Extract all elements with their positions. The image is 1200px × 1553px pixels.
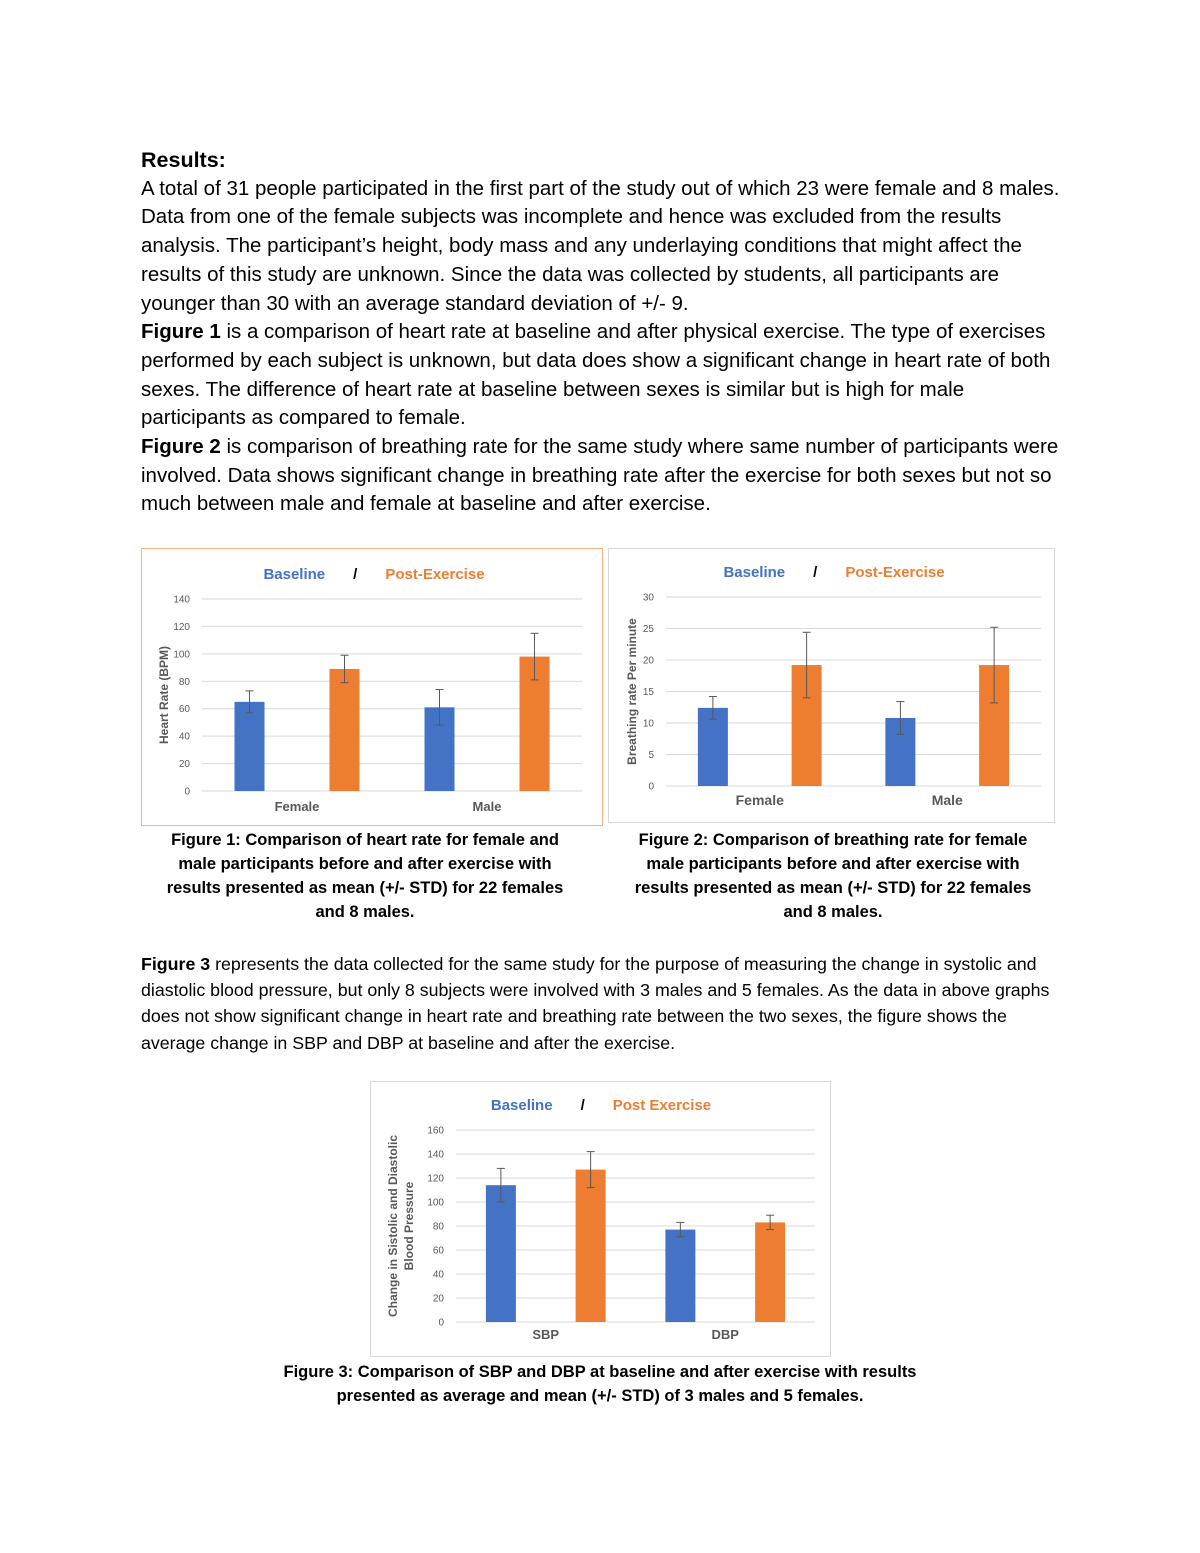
paragraph-figure-2 <box>141 433 1071 519</box>
y-axis-label: Breathing rate Per minute <box>625 618 639 765</box>
figure-3-caption: Figure 3: Comparison of SBP and DBP at baseline and after exercise with results presented as average and mean (+/- STD) of 3 males and 5 females. <box>283 1363 917 1405</box>
figure-3-ref: Figure 3 <box>141 954 211 974</box>
paragraph-figure-1 <box>141 318 1071 433</box>
y-tick-label: 80 <box>178 676 190 688</box>
results-heading: Results: <box>141 148 226 172</box>
y-tick-label: 100 <box>427 1197 444 1209</box>
y-axis-label: Change in Sistolic and Diastolic <box>386 1134 400 1318</box>
bar-baseline-female <box>235 702 265 791</box>
chart-title <box>263 566 484 583</box>
y-tick-label: 0 <box>184 786 190 798</box>
y-tick-label: 100 <box>173 649 190 661</box>
y-tick-label: 0 <box>438 1317 444 1329</box>
paragraph-participants: A total of 31 people participated in the first part of the study out of which 23 were female and 8 males. Data from one of the female subjects was incomplete and hence was excluded from the results analysis. The participant’s height, body mass and any underlaying conditions that might affect the results of this study are unknown. Since the data was collected by students, all participants are younger than 30 with an average standard deviation of +/- 9. <box>141 176 1060 315</box>
y-tick-label: 20 <box>432 1293 444 1305</box>
x-category-label: SBP <box>532 1327 560 1342</box>
figure-3-chart <box>370 1081 831 1357</box>
y-tick-label: 40 <box>432 1269 444 1281</box>
title-baseline: Baseline <box>490 1097 553 1114</box>
title-post: Post-Exercise <box>845 564 945 581</box>
figure-2-chart <box>608 548 1055 823</box>
x-category-label: Female <box>274 799 320 814</box>
bar-post-dbp <box>755 1222 785 1322</box>
x-category-label: DBP <box>711 1327 739 1342</box>
figure-3-svg <box>371 1082 830 1356</box>
bar-post-sbp <box>576 1170 606 1322</box>
y-tick-label: 20 <box>642 655 654 667</box>
y-tick-label: 60 <box>432 1245 444 1257</box>
title-separator: / <box>813 564 818 581</box>
y-tick-label: 80 <box>432 1221 444 1233</box>
y-tick-label: 5 <box>648 750 654 761</box>
figure-2-caption: Figure 2: Comparison of breathing rate for female male participants before and after exercise with results presented as mean (+/- STD) for 22 females and 8 males. <box>634 831 1032 921</box>
paragraph-figure-3 <box>141 951 1076 1056</box>
results-text <box>141 146 1071 519</box>
y-tick-label: 30 <box>642 592 654 604</box>
title-baseline: Baseline <box>263 566 326 583</box>
figure-1-caption: Figure 1: Comparison of heart rate for female and male participants before and after exercise with results presented as mean (+/- STD) for 22 females and 8 males. <box>166 831 564 921</box>
y-tick-label: 60 <box>178 704 190 716</box>
figure-2-text: is comparison of breathing rate for the same study where same number of participants were involved. Data shows significant change in breathing rate after the exercise for both sexes but not so much between male and female at baseline and after exercise. <box>141 435 1059 516</box>
figure-1-chart <box>141 548 603 826</box>
figure-2-svg <box>609 549 1054 822</box>
y-tick-label: 10 <box>642 718 654 730</box>
figure-1-ref: Figure 1 <box>141 320 221 344</box>
figure-2-ref: Figure 2 <box>141 435 221 459</box>
y-tick-label: 15 <box>642 687 654 698</box>
title-separator: / <box>580 1097 585 1114</box>
x-category-label: Male <box>931 792 963 808</box>
chart-title <box>723 564 944 581</box>
title-baseline: Baseline <box>723 564 786 581</box>
title-post: Post-Exercise <box>385 566 485 583</box>
y-axis-label: Blood Pressure <box>402 1181 416 1271</box>
bar-baseline-dbp <box>665 1230 695 1322</box>
y-tick-label: 25 <box>642 624 654 635</box>
title-post: Post Exercise <box>612 1097 712 1114</box>
figure-3-text: represents the data collected for the same study for the purpose of measuring the change in systolic and diastolic blood pressure, but only 8 subjects were involved with 3 males and 5 females. As the data in above graphs does not show significant change in heart rate and breathing rate between the two sexes, the figure shows the average change in SBP and DBP at baseline and after the exercise. <box>141 954 1050 1053</box>
y-tick-label: 140 <box>427 1149 444 1161</box>
figure-1-svg <box>142 549 601 824</box>
y-tick-label: 160 <box>427 1125 444 1137</box>
chart-title <box>491 1097 711 1114</box>
bar-post-female <box>330 669 360 791</box>
x-category-label: Male <box>472 799 502 814</box>
bar-baseline-sbp <box>486 1185 516 1322</box>
y-tick-label: 120 <box>173 621 190 633</box>
y-tick-label: 120 <box>427 1173 444 1185</box>
y-tick-label: 20 <box>178 759 190 771</box>
x-category-label: Female <box>735 792 784 808</box>
y-tick-label: 0 <box>648 781 654 793</box>
y-tick-label: 40 <box>178 731 190 743</box>
title-separator: / <box>353 566 358 583</box>
y-axis-label: Heart Rate (BPM) <box>157 645 171 745</box>
figure-1-text: is a comparison of heart rate at baseline and after physical exercise. The type of exercises performed by each subject is unknown, but data does show a significant change in heart rate of both sexes. The difference of heart rate at baseline between sexes is similar but is high for male participants as compared to female. <box>141 320 1051 430</box>
y-tick-label: 140 <box>173 594 190 606</box>
